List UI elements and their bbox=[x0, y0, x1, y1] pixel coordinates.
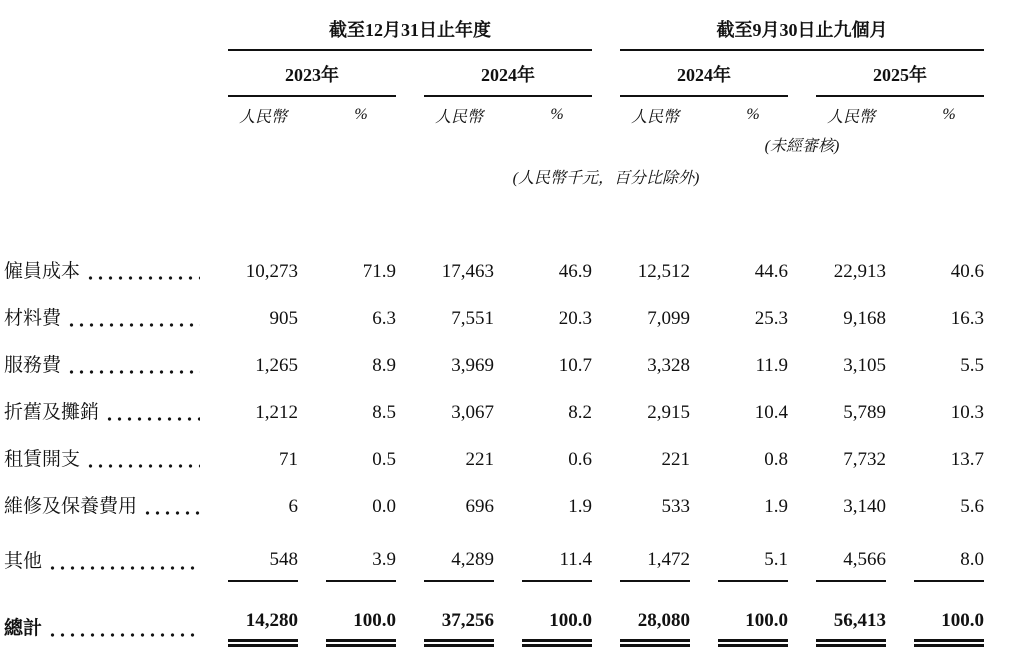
spacer-row bbox=[4, 199, 984, 245]
table-row-others bbox=[4, 527, 984, 582]
value-cell: 22,913 bbox=[833, 261, 886, 282]
value-cell: 40.6 bbox=[950, 261, 984, 282]
table-row-employee-costs bbox=[4, 245, 984, 292]
total-value-cell: 100.0 bbox=[718, 582, 788, 647]
value-cell: 1,265 bbox=[255, 355, 298, 376]
row-label: 折舊及攤銷 bbox=[4, 402, 100, 423]
value-cell: 7,732 bbox=[843, 449, 886, 470]
row-label: 僱員成本 bbox=[4, 261, 81, 282]
value-cell: 6 bbox=[288, 496, 298, 517]
value-cell: 25.3 bbox=[754, 308, 788, 329]
table-row-service-fees bbox=[4, 339, 984, 386]
value-cell: 7,099 bbox=[647, 308, 690, 329]
value-cell: 16.3 bbox=[950, 308, 984, 329]
value-cell: 11.4 bbox=[522, 527, 592, 582]
total-value-cell: 37,256 bbox=[424, 582, 494, 647]
value-cell: 9,168 bbox=[843, 308, 886, 329]
value-cell: 1,212 bbox=[255, 402, 298, 423]
percent-header: % bbox=[550, 106, 564, 123]
value-cell: 10.3 bbox=[950, 402, 984, 423]
total-value-cell: 14,280 bbox=[228, 582, 298, 647]
value-cell: 696 bbox=[465, 496, 494, 517]
value-cell: 3,140 bbox=[843, 496, 886, 517]
value-cell: 5.1 bbox=[718, 527, 788, 582]
currency-header: 人民幣 bbox=[630, 108, 679, 126]
value-cell: 10,273 bbox=[245, 261, 298, 282]
value-cell: 1,472 bbox=[620, 527, 690, 582]
value-cell: 1.9 bbox=[568, 496, 592, 517]
value-cell: 8.0 bbox=[914, 527, 984, 582]
percent-header: % bbox=[746, 106, 760, 123]
value-cell: 8.5 bbox=[372, 402, 396, 423]
value-cell: 3.9 bbox=[326, 527, 396, 582]
value-cell: 44.6 bbox=[754, 261, 788, 282]
value-cell: 10.4 bbox=[754, 402, 788, 423]
cost-breakdown-page bbox=[0, 6, 1000, 639]
unit-note: (人民幣千元，百分比除外) bbox=[512, 170, 700, 187]
total-value-cell: 100.0 bbox=[326, 582, 396, 647]
value-cell: 13.7 bbox=[950, 449, 984, 470]
row-label: 其他 bbox=[4, 551, 43, 572]
currency-header: 人民幣 bbox=[434, 108, 483, 126]
unaudited-note: (未經審核) bbox=[764, 138, 840, 155]
value-cell: 6.3 bbox=[372, 308, 396, 329]
value-cell: 4,289 bbox=[424, 527, 494, 582]
table-row-lease-expenses bbox=[4, 433, 984, 480]
value-cell: 0.6 bbox=[568, 449, 592, 470]
value-cell: 905 bbox=[269, 308, 298, 329]
leader-dots bbox=[107, 417, 200, 421]
value-cell: 221 bbox=[661, 449, 690, 470]
currency-header: 人民幣 bbox=[826, 108, 875, 126]
value-cell: 533 bbox=[661, 496, 690, 517]
value-cell: 4,566 bbox=[816, 527, 886, 582]
empty-corner-cell bbox=[4, 6, 200, 51]
period-group-title-nine-months: 截至9月30日止九個月 bbox=[620, 6, 984, 51]
row-label: 租賃開支 bbox=[4, 449, 81, 470]
year-header-2024: 2024年 bbox=[424, 51, 592, 97]
value-cell: 3,105 bbox=[843, 355, 886, 376]
currency-header: 人民幣 bbox=[238, 108, 287, 126]
value-cell: 17,463 bbox=[441, 261, 494, 282]
leader-dots bbox=[69, 323, 200, 327]
year-header-2023: 2023年 bbox=[228, 51, 396, 97]
percent-header: % bbox=[942, 106, 956, 123]
table-row-depreciation-amortisation bbox=[4, 386, 984, 433]
row-label: 維修及保養費用 bbox=[4, 496, 138, 517]
value-cell: 71 bbox=[279, 449, 298, 470]
value-cell: 8.2 bbox=[568, 402, 592, 423]
value-cell: 7,551 bbox=[451, 308, 494, 329]
value-cell: 0.5 bbox=[372, 449, 396, 470]
leader-dots bbox=[88, 276, 200, 280]
value-cell: 71.9 bbox=[362, 261, 396, 282]
value-cell: 11.9 bbox=[755, 355, 788, 376]
value-cell: 10.7 bbox=[558, 355, 592, 376]
leader-dots bbox=[50, 633, 200, 637]
leader-dots bbox=[69, 370, 200, 374]
value-cell: 5.6 bbox=[960, 496, 984, 517]
year-header-row bbox=[4, 51, 984, 97]
year-header-2024-9m: 2024年 bbox=[620, 51, 788, 97]
value-cell: 5,789 bbox=[843, 402, 886, 423]
total-row-label: 總計 bbox=[4, 618, 43, 639]
year-header-2025-9m: 2025年 bbox=[816, 51, 984, 97]
value-cell: 3,969 bbox=[451, 355, 494, 376]
value-cell: 46.9 bbox=[558, 261, 592, 282]
period-group-title-year-ended: 截至12月31日止年度 bbox=[228, 6, 592, 51]
table-row-material-costs bbox=[4, 292, 984, 339]
value-cell: 12,512 bbox=[637, 261, 690, 282]
value-cell: 3,067 bbox=[451, 402, 494, 423]
total-value-cell: 56,413 bbox=[816, 582, 886, 647]
row-label: 材料費 bbox=[4, 308, 62, 329]
value-cell: 5.5 bbox=[960, 355, 984, 376]
table-row-total bbox=[4, 582, 984, 647]
value-cell: 1.9 bbox=[764, 496, 788, 517]
percent-header: % bbox=[354, 106, 368, 123]
period-group-header-row bbox=[4, 6, 984, 51]
value-cell: 221 bbox=[465, 449, 494, 470]
cost-breakdown-table bbox=[0, 6, 1012, 647]
table-row-repair-maintenance bbox=[4, 480, 984, 527]
value-cell: 548 bbox=[228, 527, 298, 582]
total-value-cell: 100.0 bbox=[522, 582, 592, 647]
row-label: 服務費 bbox=[4, 355, 62, 376]
value-cell: 0.0 bbox=[372, 496, 396, 517]
value-cell: 3,328 bbox=[647, 355, 690, 376]
unit-note-row bbox=[4, 159, 984, 199]
unaudited-note-row bbox=[4, 133, 984, 159]
leader-dots bbox=[88, 464, 200, 468]
column-subheader-row bbox=[4, 97, 984, 133]
leader-dots bbox=[145, 511, 200, 515]
value-cell: 0.8 bbox=[764, 449, 788, 470]
value-cell: 2,915 bbox=[647, 402, 690, 423]
leader-dots bbox=[50, 566, 200, 570]
total-value-cell: 100.0 bbox=[914, 582, 984, 647]
value-cell: 8.9 bbox=[372, 355, 396, 376]
total-value-cell: 28,080 bbox=[620, 582, 690, 647]
value-cell: 20.3 bbox=[558, 308, 592, 329]
